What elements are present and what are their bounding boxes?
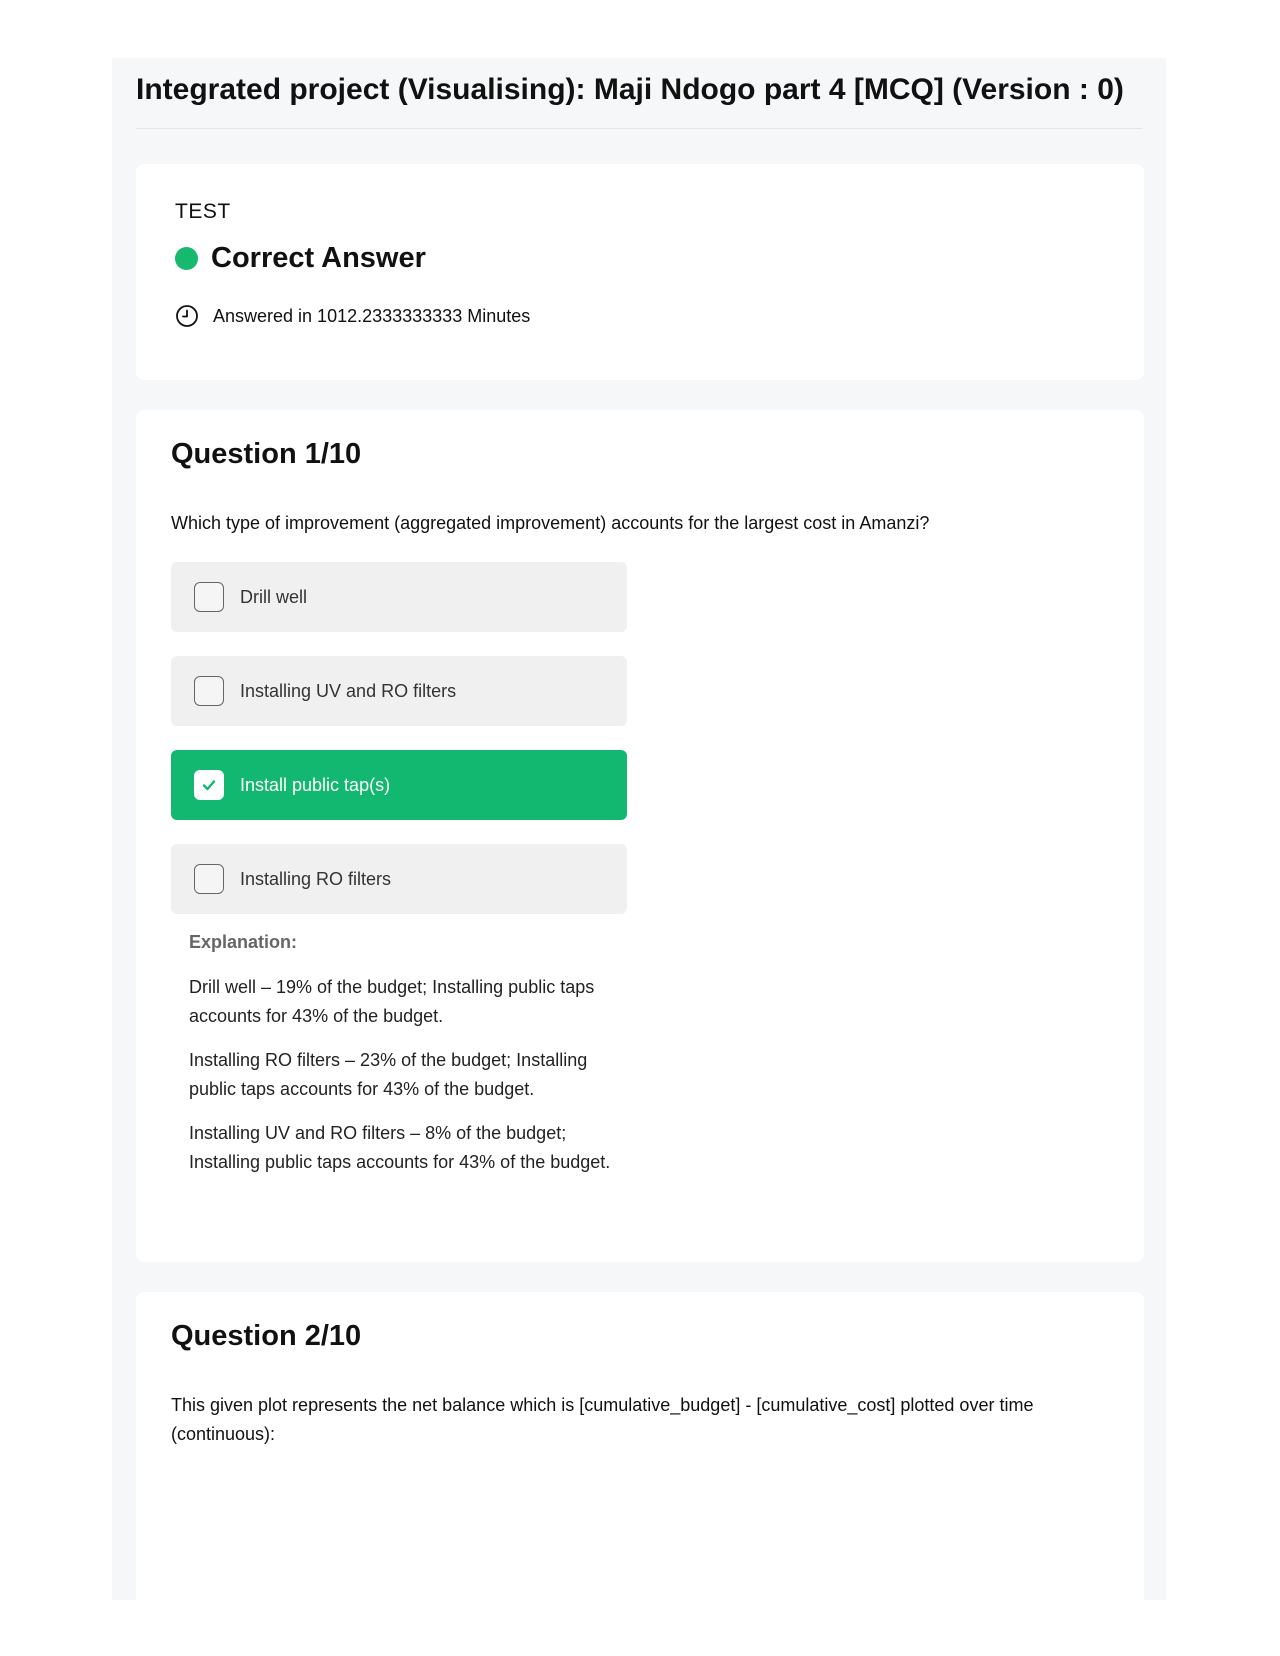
explanation-label: Explanation: (189, 932, 298, 952)
answer-option-uv-ro-filters[interactable] (171, 656, 627, 726)
answer-options (171, 562, 627, 938)
page-header (136, 58, 1142, 129)
checkbox[interactable] (194, 676, 224, 706)
question-title: Question 1/10 (171, 438, 362, 470)
question-card-1 (136, 410, 1144, 1262)
question-text: Which type of improvement (aggregated improvement) accounts for the largest cost in Amanzi? (171, 513, 930, 533)
checkbox-checked[interactable] (194, 770, 224, 800)
checkbox[interactable] (194, 864, 224, 894)
page-title: Integrated project (Visualising): Maji Ndogo part 4 [MCQ] (Version : 0) (136, 73, 1124, 106)
answered-time-text: Answered in 1012.2333333333 Minutes (213, 305, 531, 326)
explanation (189, 932, 619, 1192)
test-label: TEST (175, 200, 231, 223)
checkmark-icon (201, 777, 217, 793)
result-text: Correct Answer (211, 242, 426, 274)
result-status (175, 242, 426, 275)
page-container (112, 58, 1166, 1600)
question-text: This given plot represents the net balance which is [cumulative_budget] - [cumulative_cost] plotted over time (continuous): (171, 1395, 1034, 1444)
option-label: Installing UV and RO filters (240, 680, 457, 701)
option-label: Install public tap(s) (240, 774, 391, 795)
answer-option-ro-filters[interactable] (171, 844, 627, 914)
answer-option-public-taps[interactable] (171, 750, 627, 820)
result-summary-card (136, 164, 1144, 380)
explanation-paragraph: Installing RO filters – 23% of the budget; Installing public taps accounts for 43% of the budget. (189, 1050, 588, 1099)
answered-time (175, 304, 530, 328)
explanation-paragraph: Drill well – 19% of the budget; Installing public taps accounts for 43% of the budget. (189, 977, 595, 1026)
option-label: Drill well (240, 586, 307, 607)
clock-icon (175, 304, 199, 328)
question-title: Question 2/10 (171, 1320, 362, 1352)
correct-status-dot-icon (175, 247, 198, 270)
explanation-paragraph: Installing UV and RO filters – 8% of the budget; Installing public taps accounts for 43% of the budget. (189, 1123, 611, 1172)
checkbox[interactable] (194, 582, 224, 612)
answer-option-drill-well[interactable] (171, 562, 627, 632)
option-label: Installing RO filters (240, 868, 392, 889)
question-card-2 (136, 1292, 1144, 1612)
